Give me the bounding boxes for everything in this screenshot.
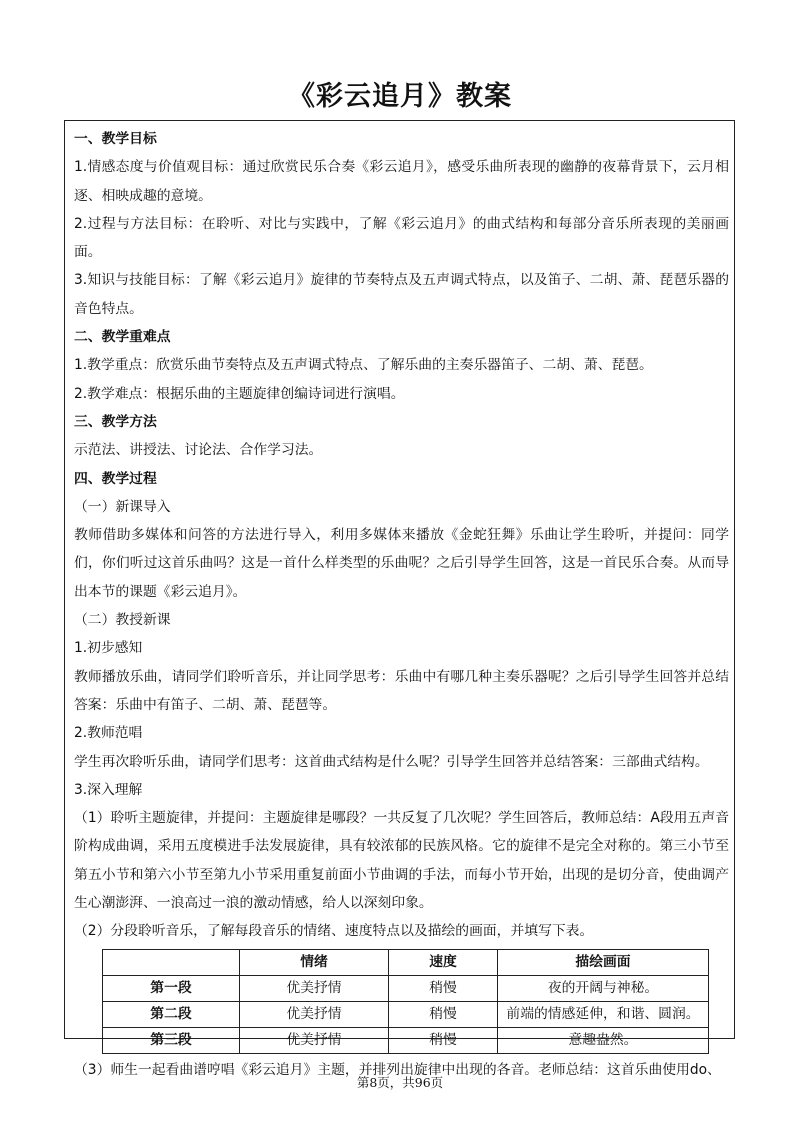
table-cell: 稍慢 [389, 975, 498, 1001]
step-deep-understanding: 3.深入理解 [74, 781, 143, 798]
page-footer: 第8页，共96页 [356, 1075, 444, 1090]
table-cell: 第三段 [103, 1027, 240, 1053]
teacher-demo-text: 学生再次聆听乐曲，请同学们思考：这首曲式结构是什么呢？引导学生回答并总结答案：三部曲式结构。 [74, 753, 709, 770]
table-header-cell: 情绪 [240, 949, 389, 975]
table-cell: 第一段 [103, 975, 240, 1001]
table-cell: 优美抒情 [240, 1027, 389, 1053]
objective-2: 2.过程与方法目标：在聆听、对比与实践中，了解《彩云追月》的曲式结构和每部分音乐所表现的美丽画面。 [74, 215, 729, 261]
section-heading-process: 四、教学过程 [74, 470, 157, 487]
table-header-cell: 速度 [389, 949, 498, 975]
table-cell: 意趣盎然。 [498, 1027, 709, 1053]
humming-theme-text: （3）师生一起看曲谱哼唱《彩云追月》主题，并排列出旋律中出现的各音。老师总结：这首乐曲使用do、 [74, 1061, 721, 1078]
segment-listening-text: （2）分段聆听音乐，了解每段音乐的情绪、速度特点以及描绘的画面，并填写下表。 [74, 923, 594, 940]
step-teacher-demo: 2.教师范唱 [74, 725, 143, 742]
step-initial-perception: 1.初步感知 [74, 640, 143, 657]
methods-text: 示范法、讲授法、讨论法、合作学习法。 [74, 442, 323, 459]
objective-3: 3.知识与技能目标：了解《彩云追月》旋律的节奏特点及五声调式特点，以及笛子、二胡、萧、琵琶乐器的音色特点。 [74, 272, 729, 317]
section-heading-methods: 三、教学方法 [74, 413, 157, 430]
table-cell: 夜的开阔与神秘。 [498, 975, 709, 1001]
objective-1: 1.情感态度与价值观目标：通过欣赏民乐合奏《彩云追月》，感受乐曲所表现的幽静的夜幕背景下，云月相逐、相映成趣的意境。 [74, 159, 729, 204]
table-row [103, 1027, 709, 1053]
introduction-text: 教师借助多媒体和问答的方法进行导入，利用多媒体来播放《金蛇狂舞》乐曲让学生聆听，并提问：同学们，你们听过这首乐曲吗？这是一首什么样类型的乐曲呢？之后引导学生回答，这是一首民乐合奏。从而导出本节的课题《彩云追月》。 [74, 527, 729, 600]
deep-understanding-text: （1）聆听主题旋律，并提问：主题旋律是哪段？一共反复了几次呢？学生回答后，教师总结：A段用五声音阶构成曲调，采用五度模进手法发展旋律，具有较浓郁的民族风格。它的旋律不是完全对称的。第三小节至第五小节和第六小节至第九小节采用重复前面小节曲调的手法，而每小节开始，出现的是切分音，使曲调产生心潮澎湃、一浪高过一浪的激动情感，给人以深刻印象。 [74, 810, 729, 912]
section-heading-key-points: 二、教学重难点 [74, 329, 171, 346]
subheading-introduction: （一）新课导入 [74, 498, 171, 515]
initial-perception-text: 教师播放乐曲，请同学们聆听音乐，并让同学思考：乐曲中有哪几种主奏乐器呢？之后引导学生回答并总结答案：乐曲中有笛子、二胡、萧、琵琶等。 [74, 668, 729, 713]
table-header-row [103, 949, 709, 975]
table-cell: 优美抒情 [240, 975, 389, 1001]
table-row [103, 975, 709, 1001]
lesson-plan-box [64, 120, 735, 1078]
table-cell: 优美抒情 [240, 1001, 389, 1027]
table-cell: 第二段 [103, 1001, 240, 1027]
table-row [103, 1001, 709, 1027]
table-header-cell: 描绘画面 [498, 949, 709, 975]
difficult-point: 2.教学难点：根据乐曲的主题旋律创编诗词进行演唱。 [74, 385, 405, 402]
table-cell: 稍慢 [389, 1001, 498, 1027]
section-heading-objectives: 一、教学目标 [74, 131, 157, 147]
table-header-cell [103, 949, 240, 975]
music-segments-table [102, 949, 709, 1054]
subheading-new-lesson: （二）教授新课 [74, 612, 171, 629]
key-point: 1.教学重点：欣赏乐曲节奏特点及五声调式特点、了解乐曲的主奏乐器笛子、二胡、萧、琵琶。 [74, 357, 653, 374]
table-cell: 前端的情感延伸，和谐、圆润。 [498, 1001, 709, 1027]
page-title: 《彩云追月》教案 [288, 81, 512, 112]
table-cell: 稍慢 [389, 1027, 498, 1053]
